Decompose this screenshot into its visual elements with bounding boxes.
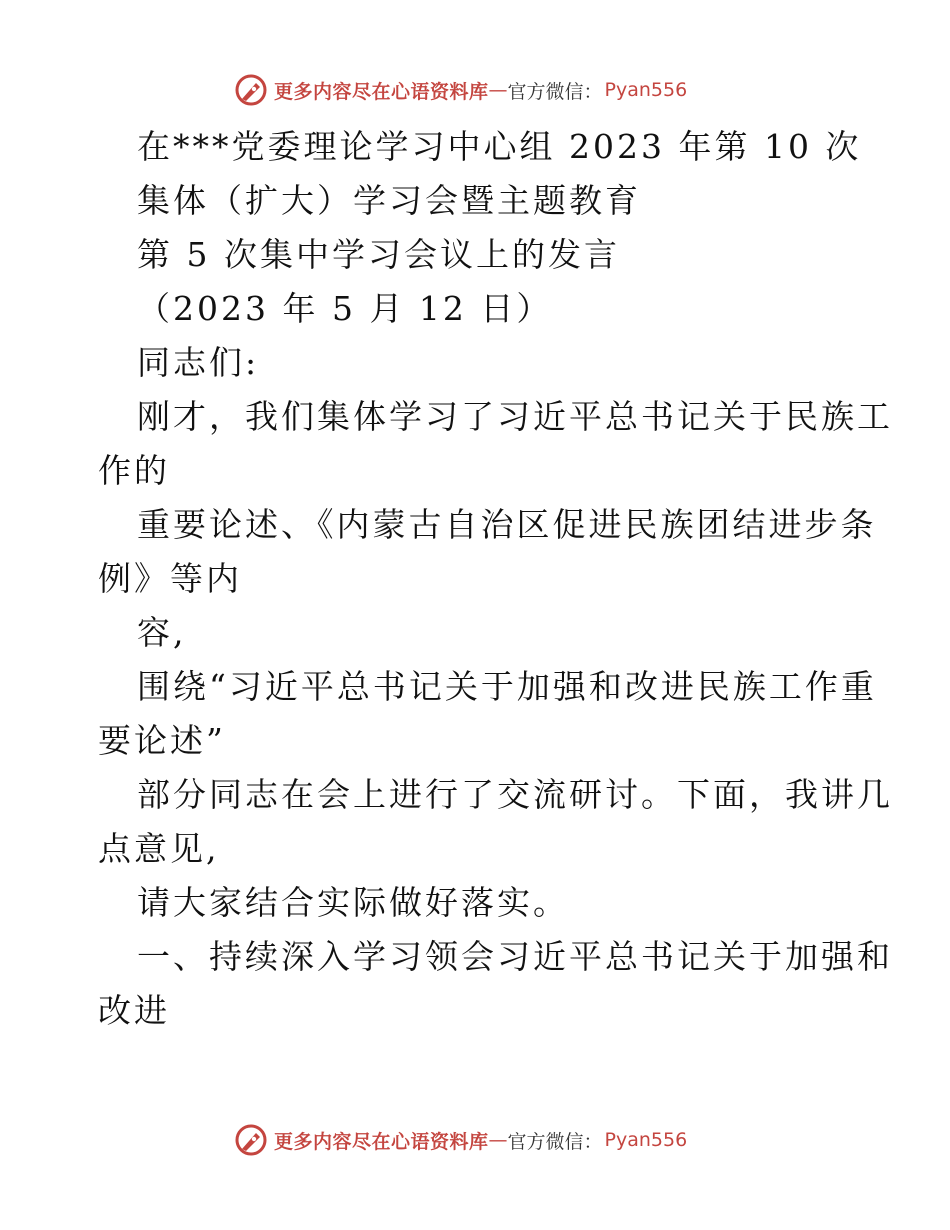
header-watermark [234, 70, 754, 110]
heading-1-line-1: 一、持续深入学习领会习近平总书记关于加强和 [137, 937, 893, 976]
paragraph-2-line-1: 重要论述、《内蒙古自治区促进民族团结进步条 [137, 505, 877, 544]
title-line-3: 第 5 次集中学习会议上的发言 [137, 235, 620, 274]
paragraph-1-line-1: 刚才，我们集体学习了习近平总书记关于民族工 [137, 397, 893, 436]
paragraph-6-line-1: 请大家结合实际做好落实。 [137, 883, 569, 922]
heading-1-line-2: 改进 [98, 991, 170, 1030]
watermark-official-label: 官方微信： [507, 80, 603, 103]
watermark-wechat-id: Pyan556 [604, 1129, 688, 1151]
pen-logo-icon [234, 1123, 268, 1157]
paragraph-5-line-1: 部分同志在会上进行了交流研讨。下面，我讲几 [137, 775, 893, 814]
paragraph-4-line-1: 围绕“习近平总书记关于加强和改进民族工作重 [137, 667, 877, 706]
watermark-wechat-id: Pyan556 [604, 79, 688, 101]
footer-watermark [234, 1120, 754, 1160]
paragraph-2-line-2: 例》等内 [98, 559, 242, 598]
greeting: 同志们: [137, 343, 260, 382]
title-line-1: 在***党委理论学习中心组 2023 年第 10 次 [137, 127, 862, 166]
speech-date: （2023 年 5 月 12 日） [137, 289, 553, 328]
watermark-separator: — [488, 79, 508, 101]
watermark-separator: — [488, 1129, 508, 1151]
paragraph-5-line-2: 点意见, [98, 829, 220, 868]
watermark-brand: 更多内容尽在心语资料库 [274, 80, 489, 103]
pen-logo-icon [234, 73, 268, 107]
title-line-2: 集体（扩大）学习会暨主题教育 [137, 181, 641, 220]
watermark-official-label: 官方微信： [507, 1130, 603, 1153]
paragraph-3-line-1: 容, [137, 613, 187, 652]
paragraph-1-line-2: 作的 [98, 451, 170, 490]
document-body [98, 120, 893, 1038]
watermark-brand: 更多内容尽在心语资料库 [274, 1130, 489, 1153]
paragraph-4-line-2: 要论述” [98, 721, 226, 760]
